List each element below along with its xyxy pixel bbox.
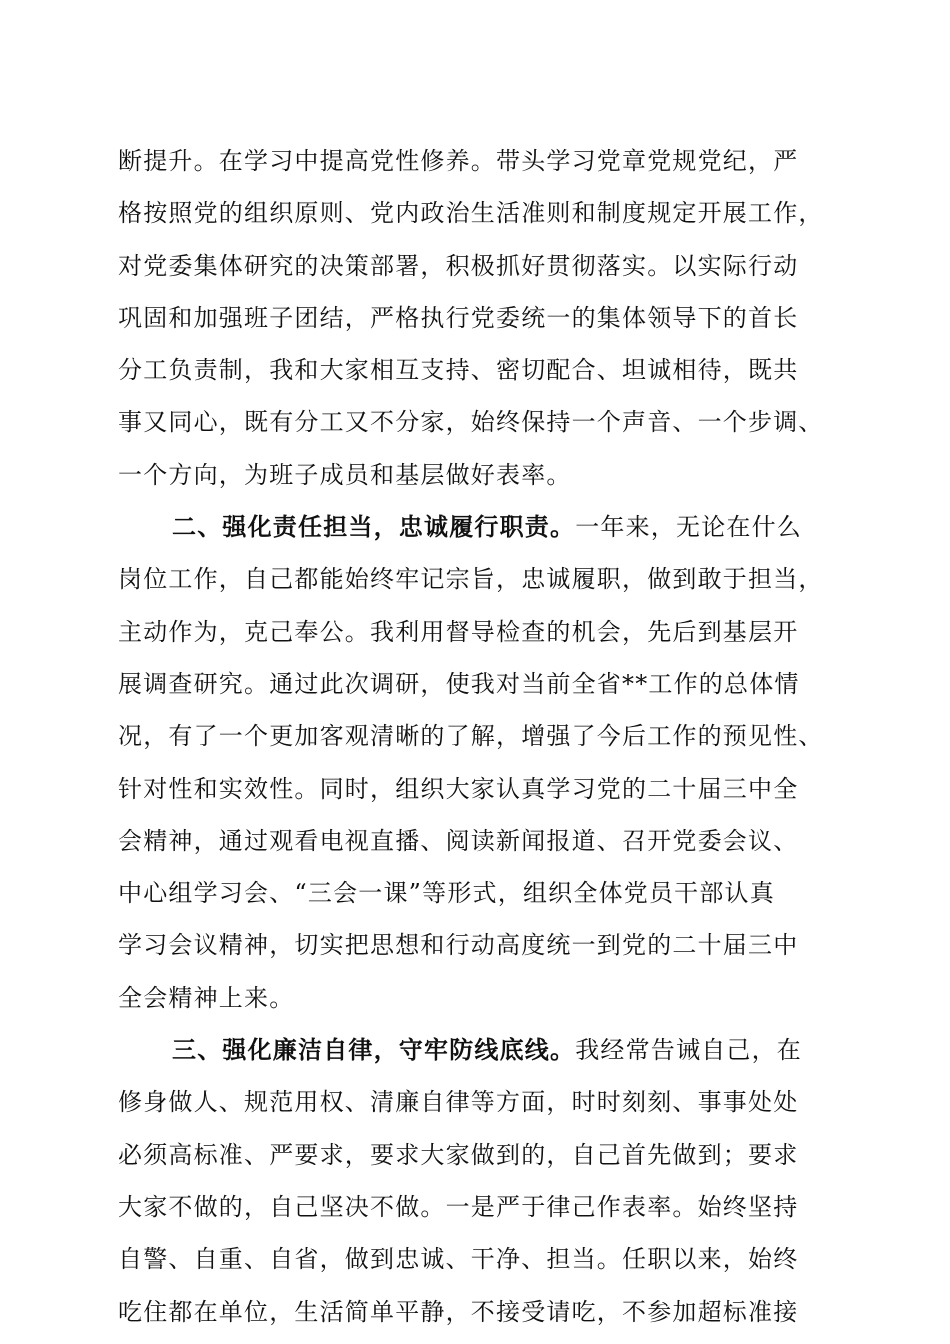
text-line: 断提升。在学习中提高党性修养。带头学习党章党规党纪，严 xyxy=(118,147,799,175)
text-line: 格按照党的组织原则、党内政治生活准则和制度规定开展工作， xyxy=(118,199,824,228)
text-line: 针对性和实效性。同时，组织大家认真学习党的二十届三中全 xyxy=(118,774,799,803)
text-line: 大家不做的，自己坚决不做。一是严于律己作表率。始终坚持 xyxy=(118,1192,799,1221)
text-line: 巩固和加强班子团结，严格执行党委统一的集体领导下的首长 xyxy=(118,303,799,332)
section-heading-3: 三、强化廉洁自律，守牢防线底线。 xyxy=(172,1036,576,1065)
text-line: 必须高标准、严要求，要求大家做到的，自己首先做到；要求 xyxy=(118,1140,799,1169)
text-line xyxy=(118,501,836,553)
text-line: 中心组学习会、“三会一课”等形式，组织全体党员干部认真 xyxy=(118,879,775,908)
text-line: 全会精神上来。 xyxy=(118,983,295,1012)
text-run: 一年来，无论在什么 xyxy=(575,513,803,542)
text-line: 展调查研究。通过此次调研，使我对当前全省**工作的总体情 xyxy=(118,669,800,698)
paragraph-1 xyxy=(118,135,836,501)
text-line: 一个方向，为班子成员和基层做好表率。 xyxy=(118,460,572,489)
text-line: 岗位工作，自己都能始终牢记宗旨，忠诚履职，做到敢于担当， xyxy=(118,565,824,594)
paragraph-3 xyxy=(118,1024,836,1338)
paragraph-2 xyxy=(118,501,836,1024)
text-run: 我经常告诫自己，在 xyxy=(575,1036,803,1065)
text-line: 修身做人、规范用权、清廉自律等方面，时时刻刻、事事处处 xyxy=(118,1088,799,1117)
text-line: 会精神，通过观看电视直播、阅读新闻报道、召开党委会议、 xyxy=(118,826,799,855)
text-line: 自警、自重、自省，做到忠诚、干净、担当。任职以来，始终 xyxy=(118,1245,799,1274)
text-line: 分工负责制，我和大家相互支持、密切配合、坦诚相待，既共 xyxy=(118,356,799,385)
text-line: 事又同心，既有分工又不分家，始终保持一个声音、一个步调、 xyxy=(118,408,824,437)
text-line: 学习会议精神，切实把思想和行动高度统一到党的二十届三中 xyxy=(118,931,799,960)
text-line: 对党委集体研究的决策部署，积极抓好贯彻落实。以实际行动 xyxy=(118,251,799,280)
document-body xyxy=(118,135,836,1338)
text-line xyxy=(118,1024,836,1076)
section-heading-2: 二、强化责任担当，忠诚履行职责。 xyxy=(172,513,576,542)
text-line: 主动作为，克己奉公。我利用督导检查的机会，先后到基层开 xyxy=(118,617,799,646)
text-line: 况，有了一个更加客观清晰的了解，增强了今后工作的预见性、 xyxy=(118,722,824,751)
text-line: 吃住都在单位，生活简单平静，不接受请吃，不参加超标准接 xyxy=(118,1297,799,1326)
